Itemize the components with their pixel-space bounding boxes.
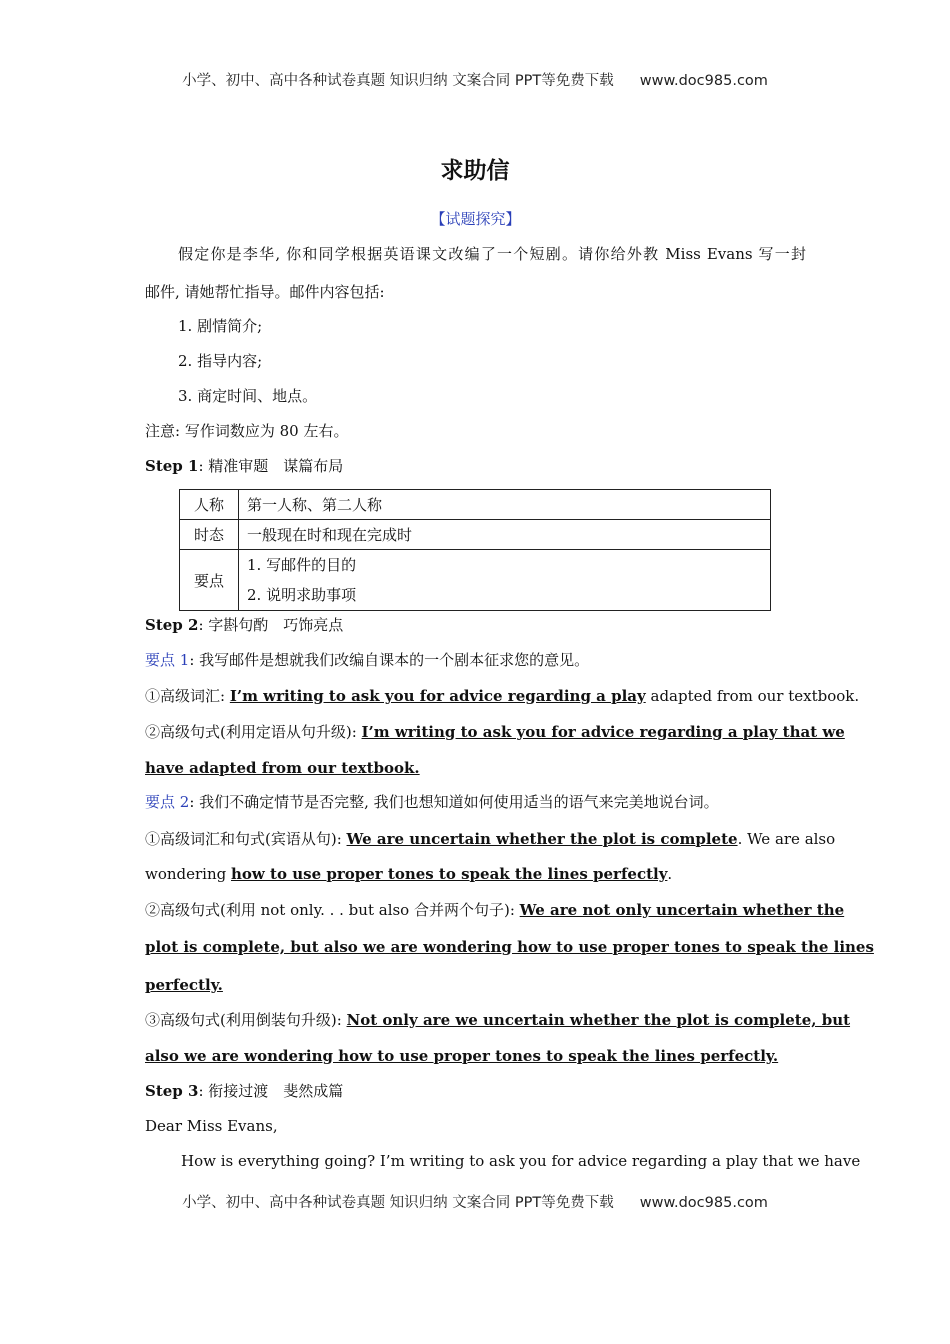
table-key: 时态 bbox=[180, 520, 239, 550]
table-value: 第一人称、第二人称 bbox=[239, 490, 771, 520]
point-item-2: 2. 说明求助事项 bbox=[247, 586, 357, 604]
answer-bold: plot is complete, but also we are wondering how to use proper tones to speak the lines bbox=[145, 938, 874, 956]
suffix: adapted from our textbook. bbox=[645, 687, 860, 705]
table-value bbox=[239, 550, 771, 611]
prompt-line-1: 假定你是李华, 你和同学根据英语课文改编了一个短剧。请你给外教 Miss Evans 写一封 bbox=[178, 245, 806, 263]
table-row bbox=[180, 550, 771, 611]
answer-bold: have adapted from our textbook. bbox=[145, 759, 420, 777]
point1-tag: 要点 1 bbox=[145, 651, 190, 669]
section-heading: 【试题探究】 bbox=[430, 210, 521, 228]
point1-vocab bbox=[145, 686, 860, 706]
point2-text: : 我们不确定情节是否完整, 我们也想知道如何使用适当的语气来完美地说台词。 bbox=[189, 793, 719, 811]
step1-title: : 精准审题 谋篇布局 bbox=[198, 457, 344, 475]
prefix: ①高级词汇: bbox=[145, 687, 230, 705]
step2-title: : 字斟句酌 巧饰亮点 bbox=[198, 616, 344, 634]
prefix: ②高级句式(利用 not only. . . but also 合并两个句子): bbox=[145, 901, 520, 919]
answer-bold: I’m writing to ask you for advice regarding a play bbox=[229, 687, 646, 705]
step1-heading bbox=[145, 456, 806, 476]
step2-heading bbox=[145, 615, 806, 635]
point2-notonly-end bbox=[145, 975, 806, 995]
step3-label: Step 3 bbox=[145, 1082, 199, 1100]
letter-body-line: How is everything going? I’m writing to ask you for advice regarding a play that we have bbox=[181, 1152, 861, 1170]
answer-bold: Not only are we uncertain whether the plot is complete, but bbox=[346, 1011, 851, 1029]
letter-salutation: Dear Miss Evans, bbox=[145, 1117, 278, 1135]
point1-clause bbox=[145, 722, 845, 742]
prefix: wondering bbox=[145, 865, 232, 883]
prompt-item-3: 3. 商定时间、地点。 bbox=[178, 387, 318, 405]
prefix: ②高级句式(利用定语从句升级): bbox=[145, 723, 362, 741]
point2-vocab-cont bbox=[145, 864, 806, 884]
answer-bold: We are uncertain whether the plot is complete bbox=[346, 830, 738, 848]
answer-bold: how to use proper tones to speak the lines perfectly bbox=[231, 865, 668, 883]
step2-label: Step 2 bbox=[145, 616, 199, 634]
prompt-line-2: 邮件, 请她帮忙指导。邮件内容包括: bbox=[145, 283, 385, 301]
point1-line bbox=[145, 650, 806, 670]
answer-bold: We are not only uncertain whether the bbox=[519, 901, 845, 919]
step1-table bbox=[179, 489, 771, 611]
prefix: ①高级词汇和句式(宾语从句): bbox=[145, 830, 347, 848]
point1-text: : 我写邮件是想就我们改编自课本的一个剧本征求您的意见。 bbox=[189, 651, 590, 669]
prompt-item-2: 2. 指导内容; bbox=[178, 352, 263, 370]
table-key: 人称 bbox=[180, 490, 239, 520]
page-title: 求助信 bbox=[440, 158, 510, 184]
table-value: 一般现在时和现在完成时 bbox=[239, 520, 771, 550]
footer-text: 小学、初中、高中各种试卷真题 知识归纳 文案合同 PPT等免费下载 bbox=[182, 1195, 614, 1211]
page-header-top bbox=[0, 69, 950, 90]
answer-bold: also we are wondering how to use proper tones to speak the lines perfectly. bbox=[145, 1047, 779, 1065]
table-key: 要点 bbox=[180, 550, 239, 611]
step3-heading bbox=[145, 1081, 806, 1101]
page-footer bbox=[0, 1191, 950, 1212]
point-item-1: 1. 写邮件的目的 bbox=[247, 556, 357, 574]
point2-notonly bbox=[145, 900, 845, 920]
table-row bbox=[180, 520, 771, 550]
prompt-note: 注意: 写作词数应为 80 左右。 bbox=[145, 422, 349, 440]
table-row bbox=[180, 490, 771, 520]
prompt-item-1: 1. 剧情简介; bbox=[178, 317, 263, 335]
header-site[interactable]: www.doc985.com bbox=[639, 73, 768, 89]
point2-tag: 要点 2 bbox=[145, 793, 190, 811]
answer-bold: I’m writing to ask you for advice regarding a play that we bbox=[361, 723, 845, 741]
point2-inversion bbox=[145, 1010, 851, 1030]
point1-clause-cont bbox=[145, 758, 806, 778]
step3-title: : 衔接过渡 斐然成篇 bbox=[198, 1082, 344, 1100]
footer-site[interactable]: www.doc985.com bbox=[639, 1195, 768, 1211]
point2-notonly-cont bbox=[145, 937, 874, 957]
header-text: 小学、初中、高中各种试卷真题 知识归纳 文案合同 PPT等免费下载 bbox=[182, 73, 614, 89]
point2-inversion-cont bbox=[145, 1046, 806, 1066]
point2-vocab bbox=[145, 829, 836, 849]
suffix: . bbox=[667, 865, 673, 883]
suffix: . We are also bbox=[737, 830, 836, 848]
step1-label: Step 1 bbox=[145, 457, 199, 475]
prefix: ③高级句式(利用倒装句升级): bbox=[145, 1011, 347, 1029]
point2-line bbox=[145, 792, 806, 812]
answer-bold: perfectly. bbox=[145, 976, 223, 994]
